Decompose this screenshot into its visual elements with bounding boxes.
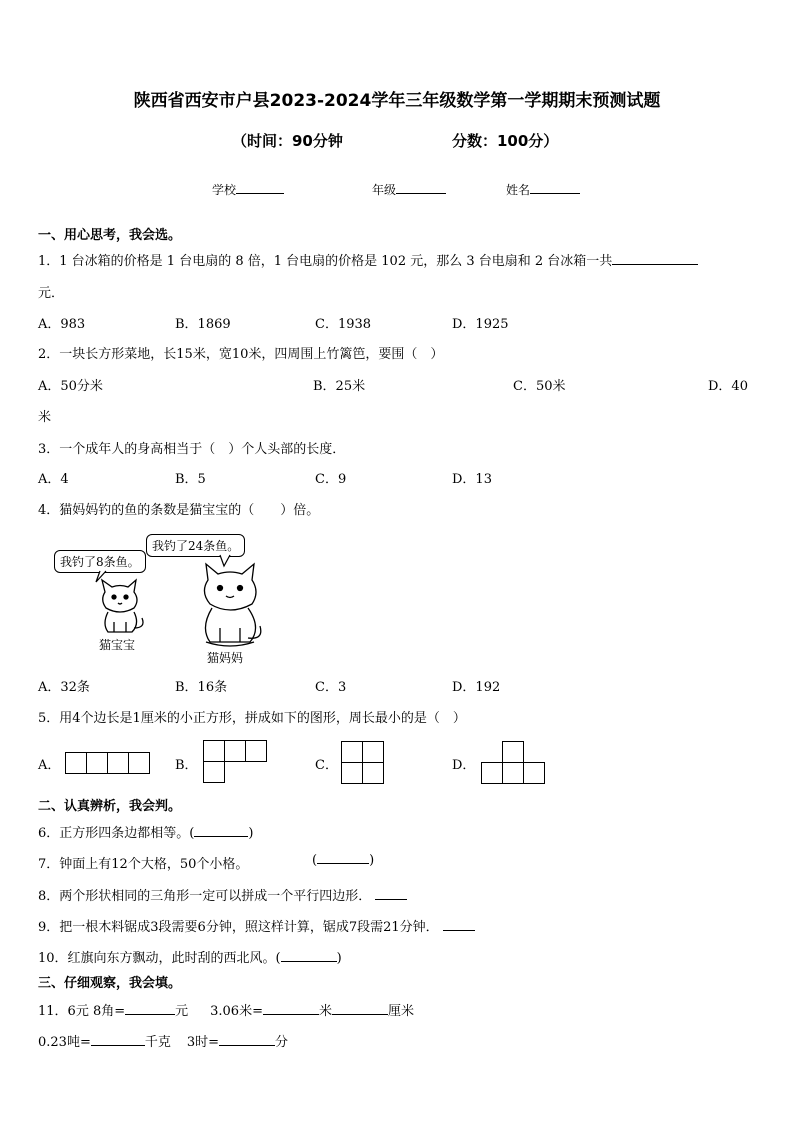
question-10-close: ) bbox=[336, 951, 342, 966]
q2-option-d-wrap: 米 bbox=[38, 410, 52, 425]
question-6-blank[interactable] bbox=[194, 835, 248, 837]
square bbox=[502, 741, 524, 763]
question-3-text: 3．一个成年人的身高相当于（ ）个人头部的长度． bbox=[38, 442, 346, 457]
exam-time: （时间：90分钟 bbox=[232, 132, 343, 150]
question-11-line-1 bbox=[38, 1000, 414, 1019]
q5-option-b[interactable]: B． bbox=[175, 758, 198, 773]
q11a-unit: 元 bbox=[175, 1004, 189, 1019]
q4-option-b[interactable]: B．16条 bbox=[175, 680, 228, 695]
square bbox=[203, 740, 225, 762]
square bbox=[224, 740, 246, 762]
q11b-blank-2[interactable] bbox=[332, 1013, 388, 1015]
q11a-blank[interactable] bbox=[125, 1013, 175, 1015]
question-9-text: 9．把一根木料锯成3段需要6分钟，照这样计算，锯成7段需21分钟． bbox=[38, 920, 439, 935]
square bbox=[128, 752, 150, 774]
question-11-line-2 bbox=[38, 1031, 288, 1050]
bubble-kitten-tail bbox=[96, 571, 106, 582]
question-7-close: ) bbox=[369, 853, 375, 868]
school-blank[interactable] bbox=[236, 192, 284, 194]
label-kitten: 猫宝宝 bbox=[99, 638, 136, 652]
square bbox=[107, 752, 129, 774]
grade-field bbox=[372, 181, 446, 198]
question-1 bbox=[38, 250, 698, 269]
q2-option-b[interactable]: B．25米 bbox=[313, 379, 366, 394]
name-label: 姓名 bbox=[506, 183, 531, 197]
square bbox=[502, 762, 524, 784]
square bbox=[203, 761, 225, 783]
grade-label: 年级 bbox=[372, 183, 397, 197]
question-1-wrap: 元． bbox=[38, 286, 65, 301]
square bbox=[523, 762, 545, 784]
q11c-text: 0.23吨= bbox=[38, 1035, 91, 1050]
bubble-mother-tail bbox=[220, 555, 230, 566]
q11b-text: 3.06米= bbox=[210, 1004, 263, 1019]
question-7-blank[interactable] bbox=[317, 862, 369, 864]
name-field bbox=[506, 181, 580, 198]
square bbox=[362, 762, 384, 784]
q2-option-d[interactable]: D．40 bbox=[708, 379, 748, 394]
q2-option-c[interactable]: C．50米 bbox=[513, 379, 566, 394]
school-label: 学校 bbox=[212, 183, 237, 197]
question-7 bbox=[38, 853, 248, 872]
q11c-blank[interactable] bbox=[91, 1044, 145, 1046]
section-2-heading: 二、认真辨析，我会判。 bbox=[38, 799, 182, 814]
question-7-text: 7．钟面上有12个大格，50个小格。 bbox=[38, 857, 249, 872]
q11b-blank-1[interactable] bbox=[263, 1013, 319, 1015]
q5-option-c[interactable]: C． bbox=[315, 758, 338, 773]
q5-option-a[interactable]: A． bbox=[38, 758, 61, 773]
page-title: 陕西省西安市户县2023-2024学年三年级数学第一学期期末预测试题 bbox=[133, 91, 661, 111]
section-1-heading: 一、用心思考，我会选。 bbox=[38, 228, 182, 243]
q1-option-b[interactable]: B．1869 bbox=[175, 317, 231, 332]
question-7-open: ( bbox=[312, 853, 318, 868]
question-8-blank[interactable] bbox=[375, 898, 407, 900]
q1-option-d[interactable]: D．1925 bbox=[452, 317, 509, 332]
question-10 bbox=[38, 947, 342, 966]
question-8-text: 8．两个形状相同的三角形一定可以拼成一个平行四边形． bbox=[38, 889, 372, 904]
exam-score: 分数：100分） bbox=[452, 132, 559, 150]
question-4-text: 4．猫妈妈钓的鱼的条数是猫宝宝的（ ）倍。 bbox=[38, 503, 320, 518]
question-10-blank[interactable] bbox=[281, 960, 337, 962]
question-10-text: 10．红旗向东方飘动，此时刮的西北风。( bbox=[38, 951, 281, 966]
grade-blank[interactable] bbox=[396, 192, 446, 194]
question-2-text: 2．一块长方形菜地，长15米，宽10米，四周围上竹篱笆，要围（ ） bbox=[38, 347, 444, 362]
q2-option-a[interactable]: A．50分米 bbox=[38, 379, 103, 394]
question-7-answer bbox=[312, 853, 374, 868]
q3-option-c[interactable]: C．9 bbox=[315, 472, 347, 487]
mother-cat-icon bbox=[204, 564, 260, 646]
bubble-mother-cat: 我钓了24条鱼。 bbox=[146, 534, 245, 557]
q4-option-d[interactable]: D．192 bbox=[452, 680, 501, 695]
q11a-text: 11．6元 8角= bbox=[38, 1004, 126, 1019]
kitten-icon bbox=[102, 580, 143, 632]
name-blank[interactable] bbox=[530, 192, 580, 194]
square bbox=[86, 752, 108, 774]
q11c-unit: 千克 bbox=[144, 1035, 171, 1050]
cats-drawing bbox=[50, 532, 270, 667]
q11d-blank[interactable] bbox=[219, 1044, 275, 1046]
q4-option-c[interactable]: C．3 bbox=[315, 680, 347, 695]
question-6-text: 6．正方形四条边都相等。( bbox=[38, 826, 195, 841]
q11d-unit: 分 bbox=[275, 1035, 289, 1050]
square bbox=[481, 762, 503, 784]
question-6-close: ) bbox=[248, 826, 254, 841]
question-8 bbox=[38, 885, 407, 904]
question-1-text: 1．1 台冰箱的价格是 1 台电扇的 8 倍，1 台电扇的价格是 102 元，那么 3 台电扇和 2 台冰箱一共 bbox=[38, 254, 613, 269]
label-mother-cat: 猫妈妈 bbox=[207, 651, 244, 665]
school-field bbox=[212, 181, 284, 198]
q5-option-d[interactable]: D． bbox=[452, 758, 476, 773]
q4-option-a[interactable]: A．32条 bbox=[38, 680, 90, 695]
square bbox=[362, 741, 384, 763]
q1-option-a[interactable]: A．983 bbox=[38, 317, 86, 332]
q1-option-c[interactable]: C．1938 bbox=[315, 317, 372, 332]
q3-option-d[interactable]: D．13 bbox=[452, 472, 492, 487]
bubble-kitten: 我钓了8条鱼。 bbox=[54, 550, 146, 573]
question-6 bbox=[38, 822, 253, 841]
question-9 bbox=[38, 916, 475, 935]
question-9-blank[interactable] bbox=[443, 929, 475, 931]
q3-option-a[interactable]: A．4 bbox=[38, 472, 69, 487]
q11d-text: 3时= bbox=[186, 1035, 220, 1050]
question-1-blank[interactable] bbox=[612, 263, 698, 265]
q3-option-b[interactable]: B．5 bbox=[175, 472, 206, 487]
square bbox=[65, 752, 87, 774]
q4-illustration bbox=[50, 532, 270, 667]
square bbox=[245, 740, 267, 762]
q11b-unit-1: 米 bbox=[318, 1004, 332, 1019]
square bbox=[341, 762, 363, 784]
square bbox=[341, 741, 363, 763]
question-5-text: 5．用4个边长是1厘米的小正方形，拼成如下的图形，周长最小的是（ ） bbox=[38, 711, 466, 726]
section-3-heading: 三、仔细观察，我会填。 bbox=[38, 976, 182, 991]
q11b-unit-2: 厘米 bbox=[387, 1004, 414, 1019]
